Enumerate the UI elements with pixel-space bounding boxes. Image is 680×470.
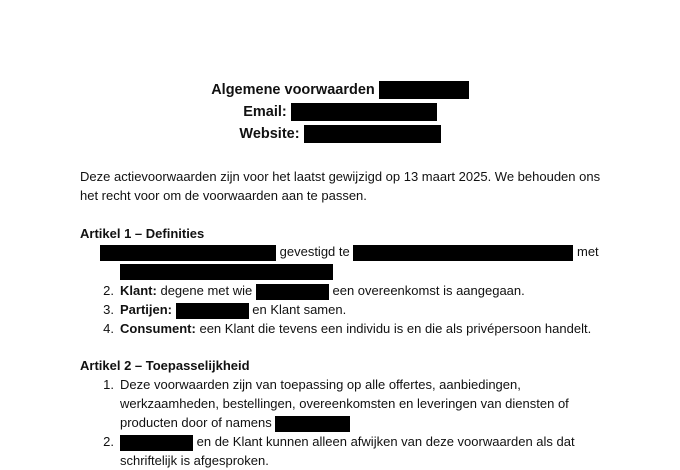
redacted-address (353, 245, 573, 261)
definition-item-1-cont (120, 261, 333, 280)
item2-text-b: een overeenkomst is aangegaan. (332, 283, 525, 298)
article-1-heading: Artikel 1 – Definities (80, 226, 205, 241)
applicability-item-2-line-2: schriftelijk is afgesproken. (120, 453, 269, 468)
list-number: 3. (103, 302, 114, 317)
applicability-item-1-line-1: Deze voorwaarden zijn van toepassing op alle offertes, aanbiedingen, (120, 377, 521, 392)
item3-text-b: en Klant samen. (252, 302, 347, 317)
redacted-website (304, 125, 441, 143)
title-label: Algemene voorwaarden (211, 82, 375, 98)
definition-item-3 (120, 300, 346, 319)
term-partijen: Partijen: (120, 302, 173, 317)
term-klant: Klant: (120, 283, 157, 298)
item-text: en de Klant kunnen alleen afwijken van deze voorwaarden als dat (196, 434, 575, 449)
definition-item-1 (100, 242, 599, 261)
applicability-item-1-line-2: werkzaamheden, bestellingen, overeenkomsten en leveringen van diensten of (120, 396, 569, 411)
item2-text-a: degene met wie (160, 283, 253, 298)
article-2-heading: Artikel 2 – Toepasselijkheid (80, 358, 250, 373)
website-row (0, 124, 680, 144)
email-row (0, 102, 680, 122)
email-label: Email: (243, 104, 287, 120)
redacted-company (120, 435, 193, 451)
redacted-email (291, 103, 437, 121)
redacted-registration (120, 264, 333, 280)
applicability-item-1-line-3 (120, 413, 350, 432)
item1-end-text: met (576, 244, 599, 259)
list-number: 2. (103, 434, 114, 449)
item-text: producten door of namens (120, 415, 272, 430)
definition-item-4 (120, 319, 591, 338)
list-number: 4. (103, 321, 114, 336)
redacted-company (275, 416, 350, 432)
item1-mid-text: gevestigd te (279, 244, 350, 259)
intro-line-2: het recht voor om de voorwaarden aan te passen. (80, 188, 367, 203)
document-title (0, 80, 680, 100)
item4-text: een Klant die tevens een individu is en die als privépersoon handelt. (199, 321, 592, 336)
term-consument: Consument: (120, 321, 196, 336)
list-number: 2. (103, 283, 114, 298)
redacted-company-name (379, 81, 469, 99)
definition-item-2 (120, 281, 525, 300)
applicability-item-2-line-1 (120, 432, 575, 451)
website-label: Website: (239, 126, 300, 142)
intro-line-1: Deze actievoorwaarden zijn voor het laatst gewijzigd op 13 maart 2025. We behouden ons (80, 169, 601, 184)
redacted-company (100, 245, 276, 261)
redacted-company (176, 303, 249, 319)
redacted-company (256, 284, 329, 300)
list-number: 1. (103, 377, 114, 392)
